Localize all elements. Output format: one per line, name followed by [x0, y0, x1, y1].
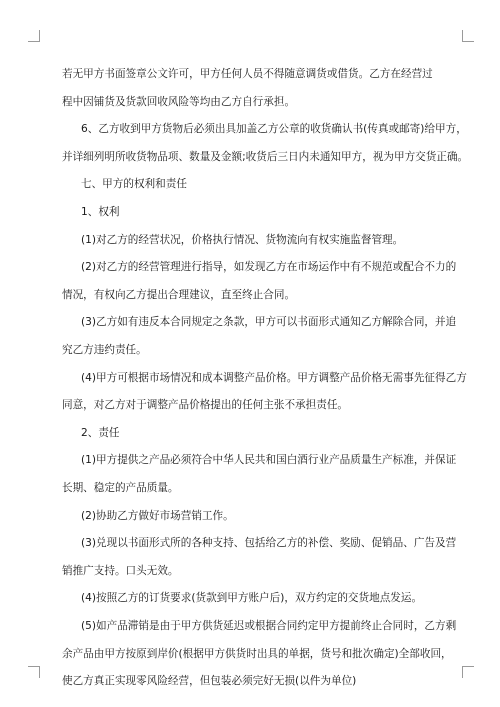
subsection-heading: 2、责任 — [81, 426, 120, 439]
paragraph-line: 情况，有权向乙方提出合理建议，直至终止合同。 — [62, 288, 296, 301]
paragraph-line: (3)乙方如有违反本合同规定之条款，甲方可以书面形式通知乙方解除合同，并追 — [81, 316, 457, 329]
crop-mark-bottom-left — [28, 666, 40, 678]
paragraph-line: 若无甲方书面签章公文许可，甲方任何人员不得随意调货或借货。乙方在经营过 — [62, 68, 433, 80]
paragraph-line: (2)协助乙方做好市场营销工作。 — [81, 509, 234, 522]
paragraph-line: 销推广支持。口头无效。 — [62, 564, 179, 577]
section-heading: 七、甲方的权利和责任 — [81, 178, 187, 191]
paragraph-line: 使乙方真正实现零风险经营，但包装必须完好无损(以件为单位) — [62, 675, 357, 688]
crop-mark-top-left — [28, 30, 40, 42]
paragraph-line: (1)甲方提供之产品必须符合中华人民共和国白酒行业产品质量生产标准，并保证 — [81, 454, 457, 467]
paragraph-line: (3)兑现以书面形式所的各种支持、包括给乙方的补偿、奖励、促销品、广告及营 — [81, 537, 457, 550]
crop-mark-bottom-right — [462, 666, 474, 678]
paragraph-line: 并详细列明所收货物品项、数量及金额;收货后三日内未通知甲方，视为甲方交货正确。 — [62, 150, 469, 163]
paragraph-line: 同意，对乙方对于调整产品价格提出的任何主张不承担责任。 — [62, 399, 349, 412]
paragraph-line: (1)对乙方的经营状况，价格执行情况、货物流向有权实施监督管理。 — [81, 233, 404, 246]
paragraph-line: (4)按照乙方的订货要求(货款到甲方账户后)，双方约定的交货地点发运。 — [81, 592, 423, 605]
crop-mark-top-right — [462, 30, 474, 42]
paragraph-line: 究乙方违约责任。 — [62, 344, 147, 356]
paragraph-line: 6、乙方收到甲方货物后必须出具加盖乙方公章的收货确认书(传真或邮寄)给甲方， — [81, 123, 467, 136]
paragraph-line: 长期、稳定的产品质量。 — [62, 482, 179, 494]
paragraph-line: (4)甲方可根据市场情况和成本调整产品价格。甲方调整产品价格无需事先征得乙方 — [81, 371, 467, 384]
paragraph-line: (5)如产品滞销是由于甲方供货延迟或根据合同约定甲方提前终止合同时，乙方剩 — [81, 620, 457, 632]
paragraph-line: 余产品由甲方按原到岸价(根据甲方供货时出具的单据，货号和批次确定)全部收回， — [62, 647, 452, 660]
paragraph-line: (2)对乙方的经营管理进行指导，如发现乙方在市场运作中有不规范或配合不力的 — [81, 261, 457, 274]
paragraph-line: 程中因铺货及货款回收风险等均由乙方自行承担。 — [62, 95, 296, 108]
subsection-heading: 1、权利 — [81, 206, 120, 218]
